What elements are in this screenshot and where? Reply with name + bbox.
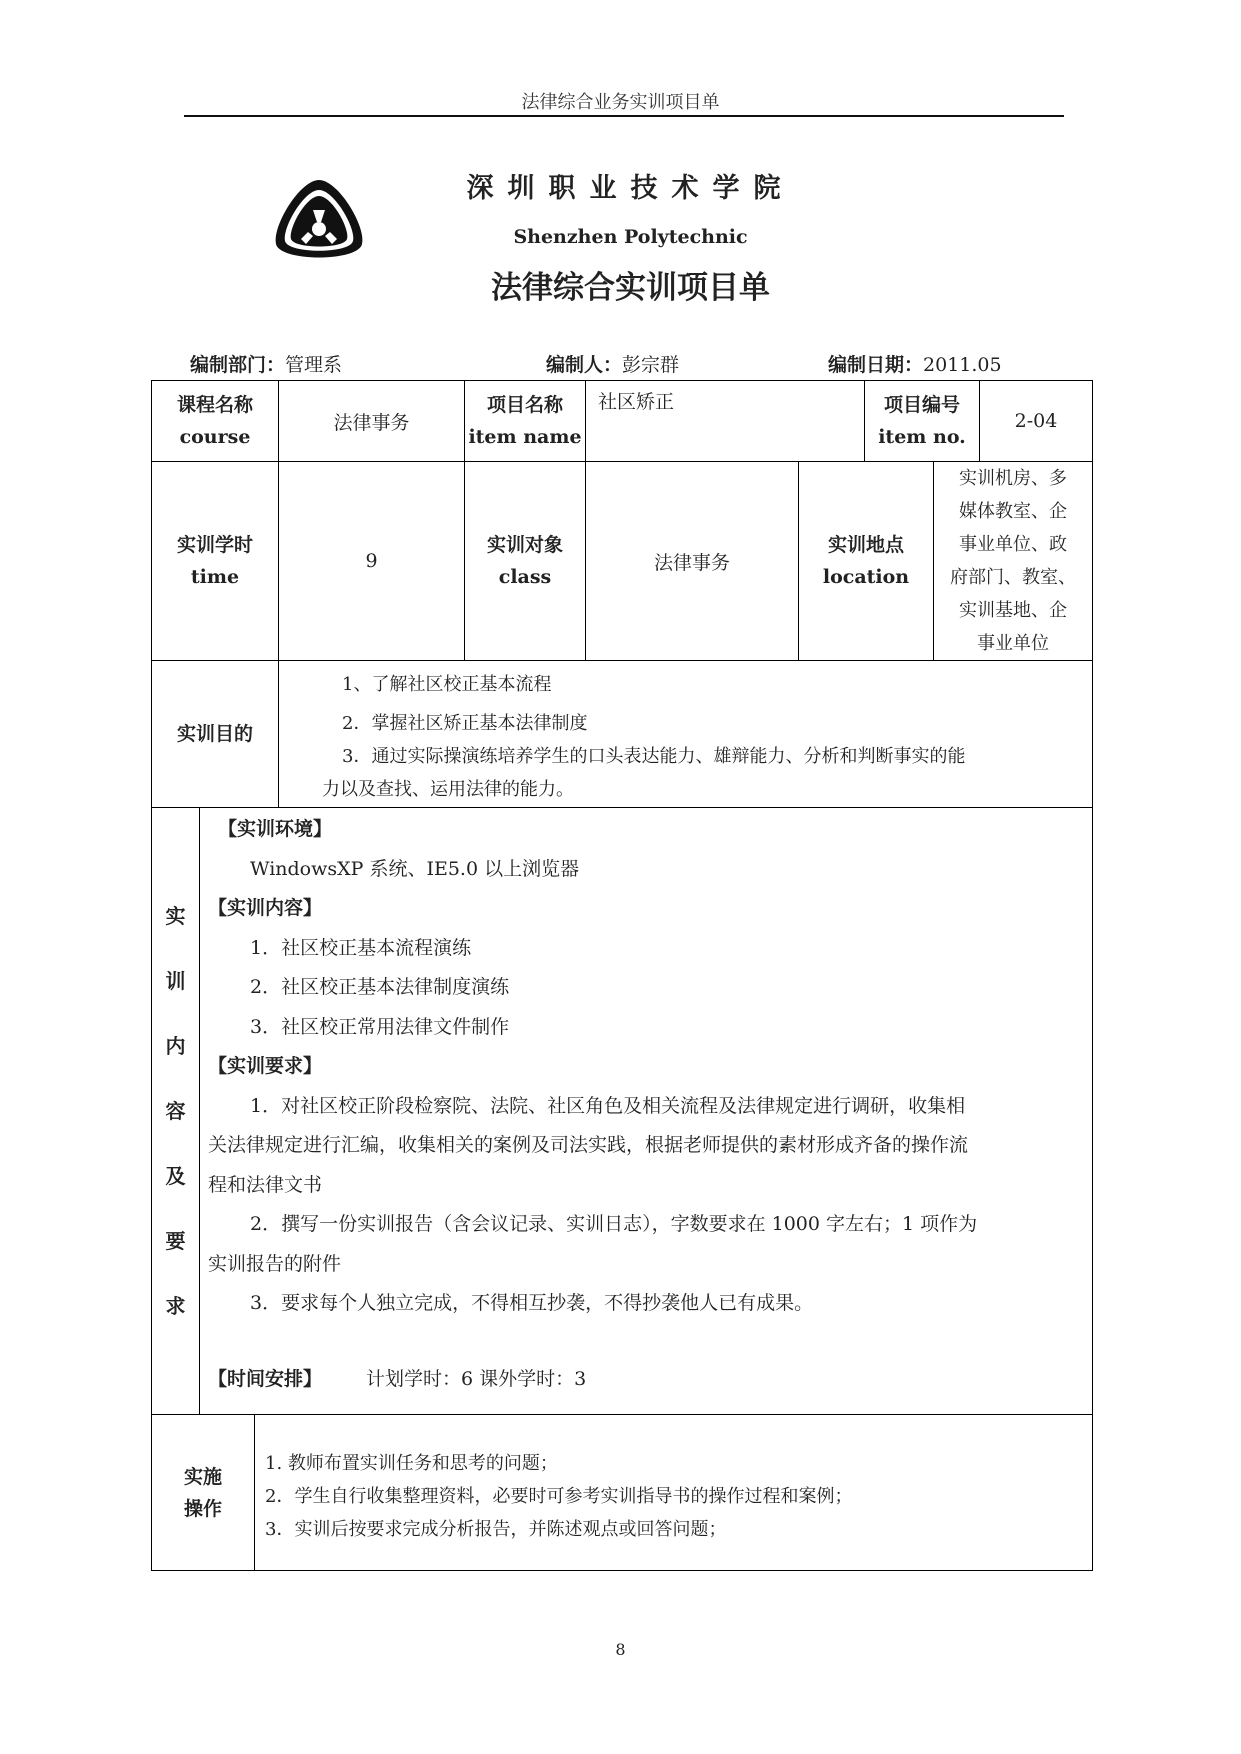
- item-name-value: 社区矫正: [598, 391, 675, 413]
- side-label-char: 要: [165, 1228, 186, 1253]
- date-value: 2011.05: [923, 354, 1002, 376]
- course-label-cn: 课程名称: [176, 394, 253, 416]
- course-value-cell: [279, 381, 465, 462]
- implementation-label-1: 实施: [183, 1465, 222, 1488]
- side-label-char: 求: [165, 1293, 186, 1318]
- req2-line: 2．撰写一份实训报告（含会议记录、实训日志），字数要求在 1000 字左右；1 项作为: [250, 1213, 978, 1235]
- location-line: 事业单位: [977, 633, 1049, 654]
- req-heading: 【实训要求】: [208, 1055, 323, 1077]
- date-label: 编制日期：: [828, 354, 924, 376]
- school-name-en: Shenzhen Polytechnic: [513, 226, 748, 248]
- time-value: 9: [365, 550, 378, 572]
- page-number: 8: [615, 1640, 626, 1659]
- purpose-line-2: 2．掌握社区矫正基本法律制度: [342, 713, 588, 734]
- item-name-label-cell: [465, 381, 586, 462]
- class-value: 法律事务: [653, 551, 730, 574]
- purpose-label-cell: [152, 661, 279, 808]
- implementation-content-cell: [255, 1415, 1093, 1571]
- location-value-cell: [934, 462, 1093, 661]
- content-item: 3．社区校正常用法律文件制作: [250, 1015, 510, 1038]
- req2-line: 实训报告的附件: [208, 1252, 342, 1275]
- location-line: 实训基地、企: [959, 600, 1067, 621]
- env-text: WindowsXP 系统、IE5.0 以上浏览器: [250, 857, 580, 880]
- dept-label: 编制部门：: [190, 354, 286, 376]
- course-value: 法律事务: [333, 411, 410, 434]
- location-label-cell: [799, 462, 934, 661]
- item-name-label-en: item name: [468, 426, 582, 448]
- content-body-cell: [200, 808, 1093, 1415]
- schedule-line: [208, 1360, 1084, 1400]
- req1-line: 程和法律文书: [208, 1173, 323, 1196]
- content-side-label-cell: [152, 808, 200, 1415]
- content-heading: 【实训内容】: [208, 897, 323, 919]
- date-meta: [828, 350, 1002, 377]
- item-name-value-cell: [586, 381, 865, 462]
- dept-value: 管理系: [285, 354, 343, 376]
- req3-line: 3．要求每个人独立完成，不得相互抄袭，不得抄袭他人已有成果。: [250, 1292, 814, 1314]
- side-label-char: 训: [165, 968, 186, 993]
- time-value-cell: [279, 462, 465, 661]
- location-line: 府部门、教室、: [950, 567, 1076, 588]
- author-label: 编制人：: [546, 354, 623, 376]
- author-value: 彭宗群: [622, 354, 680, 376]
- item-no-value-cell: [980, 381, 1093, 462]
- location-line: 实训机房、多: [959, 468, 1067, 489]
- purpose-label: 实训目的: [176, 723, 253, 745]
- document-title: 法律综合实训项目单: [491, 270, 770, 306]
- implementation-label-cell: [152, 1415, 255, 1571]
- side-label-char: 内: [165, 1033, 186, 1058]
- purpose-line-1: 1、了解社区校正基本流程: [342, 674, 552, 695]
- time-label-en: time: [190, 566, 240, 588]
- side-label-char: 容: [165, 1098, 186, 1123]
- env-heading: 【实训环境】: [218, 818, 333, 840]
- time-label-cn: 实训学时: [176, 534, 253, 556]
- location-line: 事业单位、政: [959, 534, 1067, 555]
- item-no-value: 2-04: [1014, 410, 1058, 432]
- school-name-cn: 深圳职业技术学院: [466, 173, 795, 204]
- class-value-cell: [586, 462, 799, 661]
- implementation-item: 1. 教师布置实训任务和思考的问题；: [265, 1453, 558, 1474]
- location-label-en: location: [822, 566, 910, 588]
- side-label-char: 实: [165, 903, 186, 928]
- side-label-char: 及: [165, 1163, 186, 1188]
- req1-line: 1．对社区校正阶段检察院、法院、社区角色及相关流程及法律规定进行调研，收集相: [250, 1094, 966, 1117]
- author-meta: [546, 350, 679, 377]
- class-label-en: class: [498, 566, 552, 588]
- item-name-label-cn: 项目名称: [486, 394, 563, 416]
- course-label-cell: [152, 381, 279, 462]
- course-label-en: course: [179, 426, 251, 448]
- content-item: 1．社区校正基本流程演练: [250, 936, 472, 959]
- project-table: [151, 380, 1093, 1571]
- header-rule: [184, 115, 1064, 117]
- item-no-label-cn: 项目编号: [883, 394, 960, 416]
- item-no-label-cell: [865, 381, 980, 462]
- item-no-label-en: item no.: [878, 426, 966, 448]
- implementation-item: 3．实训后按要求完成分析报告，并陈述观点或回答问题；: [265, 1519, 727, 1540]
- location-label-cn: 实训地点: [827, 534, 904, 556]
- class-label-cn: 实训对象: [486, 534, 563, 556]
- class-label-cell: [465, 462, 586, 661]
- req1-line: 关法律规定进行汇编，收集相关的案例及司法实践，根据老师提供的素材形成齐备的操作流: [208, 1134, 969, 1156]
- dept-meta: [190, 350, 342, 377]
- purpose-line-3a: 3．通过实际操演练培养学生的口头表达能力、雄辩能力、分析和判断事实的能: [342, 746, 966, 767]
- purpose-content-cell: [279, 661, 1093, 808]
- content-item: 2．社区校正基本法律制度演练: [250, 976, 510, 998]
- schedule-heading: 【时间安排】: [208, 1367, 323, 1390]
- time-label-cell: [152, 462, 279, 661]
- location-line: 媒体教室、企: [959, 501, 1067, 522]
- running-header: 法律综合业务实训项目单: [521, 92, 720, 113]
- schedule-text: 计划学时：6 课外学时：3: [366, 1367, 587, 1390]
- implementation-label-2: 操作: [183, 1497, 222, 1520]
- implementation-item: 2．学生自行收集整理资料，必要时可参考实训指导书的操作过程和案例；: [265, 1486, 853, 1507]
- purpose-line-3b: 力以及查找、运用法律的能力。: [322, 779, 574, 800]
